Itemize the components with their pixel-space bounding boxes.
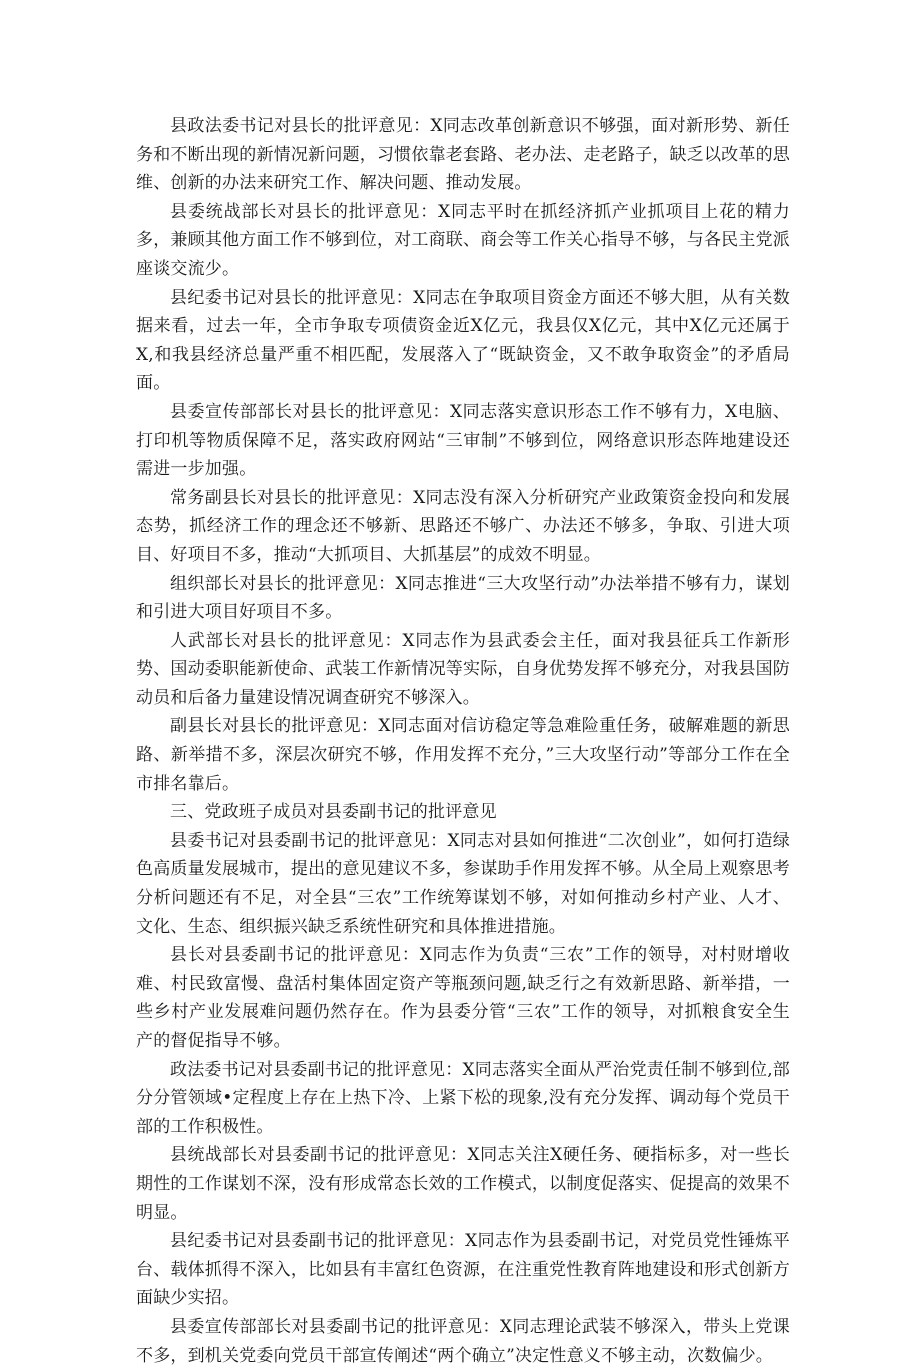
paragraph-county-politics-secretary: 县政法委书记对县长的批评意见：X同志改革创新意识不够强，面对新形势、新任务和不断出现的新情况新问题，习惯依靠老套路、老办法、走老路子，缺乏以改革的思维、创新的办法来研究工作、解决问题、推动发展。 (136, 116, 790, 194)
paragraph-deputy-magistrate: 副县长对县长的批评意见：X同志面对信访稳定等急难险重任务，破解难题的新思路、新举措不多，深层次研究不够，作用发挥不充分，”三大攻坚行动”等部分工作在全市排名靠后。 (136, 716, 790, 794)
paragraph-discipline-secretary: 县纪委书记对县长的批评意见：X同志在争取项目资金方面还不够大胆，从有关数据来看，过去一年，全市争取专项债资金近X亿元，我县仅X亿元，其中X亿元还属于X,和我县经济总量严重不相匹配，发展落入了“既缺资金，又不敢争取资金”的矛盾局面。 (136, 287, 790, 394)
paragraph-county-magistrate: 县长对县委副书记的批评意见：X同志作为负责“三农”工作的领导，对村财增收难、村民致富慢、盘活村集体固定资产等瓶颈问题,缺乏行之有效新思路、新举措，一些乡村产业发展难问题仍然存在。作为县委分管“三农”工作的领导，对抓粮食安全生产的督促指导不够。 (136, 945, 790, 1051)
paragraph-united-front-minister: 县委统战部长对县长的批评意见：X同志平时在抓经济抓产业抓项目上花的精力多，兼顾其他方面工作不够到位，对工商联、商会等工作关心指导不够，与各民主党派座谈交流少。 (136, 201, 790, 279)
paragraph-executive-deputy-magistrate: 常务副县长对县长的批评意见：X同志没有深入分析研究产业政策资金投向和发展态势，抓经济工作的理念还不够新、思路还不够广、办法还不够多，争取、引进大项目、好项目不多，推动“大抓项目、大抓基层”的成效不明显。 (136, 487, 790, 565)
paragraph-party-secretary: 县委书记对县委副书记的批评意见：X同志对县如何推进“二次创业”，如何打造绿色高质量发展城市，提出的意见建议不多，参谋助手作用发挥不够。从全局上观察思考分析问题还有不足，对全县“三农”工作统筹谋划不够，对如何推动乡村产业、人才、文化、生态、组织振兴缺乏系统性研究和具体推进措施。 (136, 830, 790, 937)
paragraph-politics-secretary: 政法委书记对县委副书记的批评意见：X同志落实全面从严治党责任制不够到位,部分分管领域•定程度上存在上热下冷、上紧下松的现象,没有充分发挥、调动每个党员干部的工作积极性。 (136, 1059, 790, 1137)
paragraph-armed-forces-minister: 人武部长对县长的批评意见：X同志作为县武委会主任，面对我县征兵工作新形势、国动委职能新使命、武装工作新情况等实际，自身优势发挥不够充分，对我县国防动员和后备力量建设情况调查研究不够深入。 (136, 630, 790, 708)
paragraph-publicity-minister: 县委宣传部部长对县长的批评意见：X同志落实意识形态工作不够有力，X电脑、打印机等物质保障不足，落实政府网站“三审制”不够到位，网络意识形态阵地建设还需进一步加强。 (136, 401, 790, 480)
paragraph-publicity-minister-2: 县委宣传部部长对县委副书记的批评意见：X同志理论武装不够深入，带头上党课不多，到机关党委向党员干部宣传阐述“两个确立”决定性意义不够主动，次数偏少。 (136, 1316, 790, 1366)
paragraph-discipline-secretary-2: 县纪委书记对县委副书记的批评意见：X同志作为县委副书记，对党员党性锤炼平台、载体抓得不深入，比如县有丰富红色资源，在注重党性教育阵地建设和形式创新方面缺少实招。 (136, 1231, 790, 1309)
section-heading: 三、党政班子成员对县委副书记的批评意见 (170, 802, 497, 823)
paragraph-organization-minister: 组织部长对县长的批评意见：X同志推进“三大攻坚行动”办法举措不够有力，谋划和引进大项目好项目不多。 (136, 573, 790, 623)
paragraph-united-front-minister-2: 县统战部长对县委副书记的批评意见：X同志关注X硬任务、硬指标多，对一些长期性的工作谋划不深，没有形成常态长效的工作模式，以制度促落实、促提高的效果不明显。 (136, 1145, 790, 1223)
